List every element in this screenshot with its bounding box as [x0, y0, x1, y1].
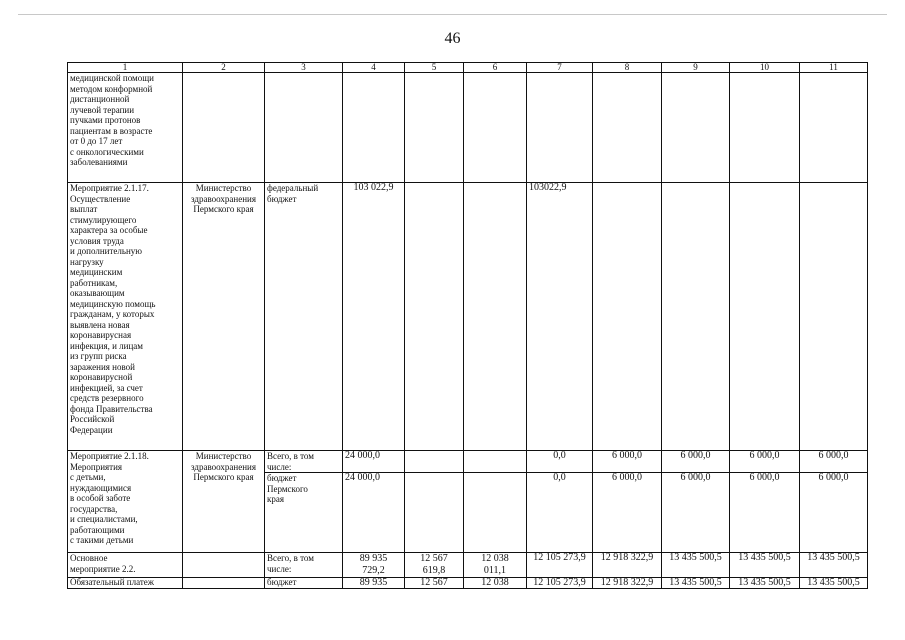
funding-source-cell: бюджет Пермского края — [265, 473, 343, 553]
funding-source-cell: Всего, в том числе: — [265, 451, 343, 473]
value-cell: 12 038 — [464, 578, 527, 589]
value-cell: 13 435 500,5 — [662, 553, 730, 578]
column-number: 5 — [405, 63, 464, 73]
empty-cell — [800, 73, 868, 183]
value-cell: 24 000,0 — [343, 451, 405, 473]
value-cell: 6 000,0 — [730, 473, 800, 553]
value-cell: 13 435 500,5 — [662, 578, 730, 589]
column-number: 10 — [730, 63, 800, 73]
empty-cell — [730, 73, 800, 183]
column-number: 7 — [527, 63, 593, 73]
value-cell: 6 000,0 — [593, 451, 662, 473]
column-number: 8 — [593, 63, 662, 73]
value-cell — [464, 183, 527, 451]
empty-cell — [183, 553, 265, 578]
value-cell: 12 567 619,8 — [405, 553, 464, 578]
value-cell: 12 918 322,9 — [593, 578, 662, 589]
value-cell: 13 435 500,5 — [800, 578, 868, 589]
value-cell: 6 000,0 — [730, 451, 800, 473]
measure-description: медицинской помощи методом конформной дистанционной лучевой терапии пучками протонов пациентам в возрасте от 0 до 17 лет с онкологическими заболеваниями — [68, 73, 183, 183]
value-cell — [464, 451, 527, 473]
value-cell: 6 000,0 — [662, 473, 730, 553]
value-cell: 24 000,0 — [343, 473, 405, 553]
value-cell: 12 918 322,9 — [593, 553, 662, 578]
column-number: 1 — [68, 63, 183, 73]
measure-description: Мероприятие 2.1.18. Мероприятия с детьми, нуждающимися в особой заботе государства, и специалистами, работающими с такими детьми — [68, 451, 183, 553]
table-row — [68, 73, 868, 183]
funding-source-cell: бюджет — [265, 578, 343, 589]
value-cell: 6 000,0 — [662, 451, 730, 473]
value-cell: 6 000,0 — [593, 473, 662, 553]
empty-cell — [265, 73, 343, 183]
value-cell — [405, 473, 464, 553]
executor-cell: Министерство здравоохранения Пермского края — [183, 183, 265, 451]
column-number: 2 — [183, 63, 265, 73]
table-row — [68, 578, 868, 589]
value-cell: 12 038 011,1 — [464, 553, 527, 578]
value-cell — [800, 183, 868, 451]
value-cell — [662, 183, 730, 451]
measure-description: Обязательный платеж — [68, 578, 183, 589]
value-cell: 12 105 273,9 — [527, 578, 593, 589]
executor-cell: Министерство здравоохранения Пермского края — [183, 451, 265, 553]
value-cell: 12 567 — [405, 578, 464, 589]
empty-cell — [183, 73, 265, 183]
value-cell: 13 435 500,5 — [730, 553, 800, 578]
value-cell: 0,0 — [527, 473, 593, 553]
page-number: 46 — [444, 30, 461, 47]
funding-source-cell: федеральный бюджет — [265, 183, 343, 451]
value-cell: 13 435 500,5 — [800, 553, 868, 578]
column-number: 3 — [265, 63, 343, 73]
value-cell — [464, 473, 527, 553]
column-number-row — [68, 63, 868, 73]
empty-cell — [662, 73, 730, 183]
value-cell: 6 000,0 — [800, 473, 868, 553]
value-cell: 0,0 — [527, 451, 593, 473]
empty-cell — [405, 73, 464, 183]
value-cell — [730, 183, 800, 451]
funding-source-cell: Всего, в том числе: — [265, 553, 343, 578]
table-row — [68, 553, 868, 578]
measure-description: Основное мероприятие 2.2. — [68, 553, 183, 578]
value-cell — [593, 183, 662, 451]
value-cell: 89 935 729,2 — [343, 553, 405, 578]
value-cell — [405, 183, 464, 451]
column-number: 4 — [343, 63, 405, 73]
column-number: 9 — [662, 63, 730, 73]
table-row — [68, 451, 868, 473]
value-cell: 103 022,9 — [343, 183, 405, 451]
value-cell: 89 935 — [343, 578, 405, 589]
empty-cell — [527, 73, 593, 183]
top-rule — [18, 14, 887, 15]
value-cell: 103022,9 — [527, 183, 593, 451]
value-cell: 12 105 273,9 — [527, 553, 593, 578]
measure-description: Мероприятие 2.1.17. Осуществление выплат стимулирующего характера за особые условия труда и дополнительную нагрузку медицинским работникам, оказывающим медицинскую помощь гражданам, у которых выявлена новая коронавирусная инфекция, и лицам из групп риска заражения новой коронавирусной инфекцией, за счет средств резервного фонда Правительства Российской Федерации — [68, 183, 183, 451]
empty-cell — [343, 73, 405, 183]
budget-table — [67, 62, 868, 589]
table-row — [68, 183, 868, 451]
empty-cell — [183, 578, 265, 589]
empty-cell — [464, 73, 527, 183]
column-number: 11 — [800, 63, 868, 73]
empty-cell — [593, 73, 662, 183]
value-cell — [405, 451, 464, 473]
value-cell: 6 000,0 — [800, 451, 868, 473]
column-number: 6 — [464, 63, 527, 73]
value-cell: 13 435 500,5 — [730, 578, 800, 589]
